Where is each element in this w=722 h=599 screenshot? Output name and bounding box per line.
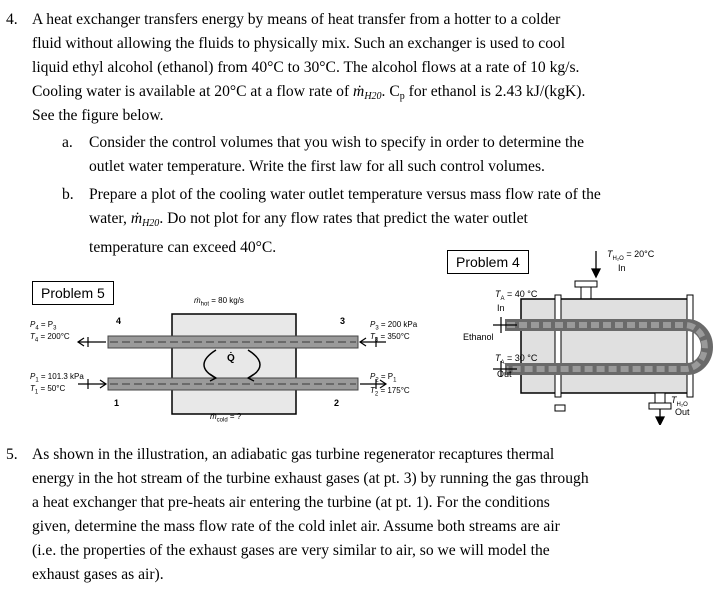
m-hot-sub: hot (200, 301, 210, 308)
problem5-line-3: a heat exchanger that pre-heats air entering the turbine (at pt. 1). For the conditions (32, 494, 550, 511)
pt2-pressure (370, 372, 396, 386)
problem4-line-5: See the figure below. (32, 107, 164, 124)
pt4-p: P (30, 320, 36, 329)
problem5-line-5: (i.e. the properties of the exhaust gases are very similar to air, so we will model the (32, 542, 550, 559)
problem4-line-3: liquid ethyl alcohol (ethanol) from 40°C to 30°C. The alcohol flows at a rate of 10 kg/s. (32, 59, 580, 76)
pt4-p-sub: 4 (35, 325, 39, 332)
part-b-mid-pre: water, (89, 210, 131, 227)
part-b-line-2 (89, 207, 528, 235)
problem4-line-1: A heat exchanger transfers energy by means of heat transfer from a hotter to a colder (32, 11, 561, 28)
mdot-symbol-b: ṁ (130, 210, 143, 227)
mdot-symbol: ṁ (353, 83, 365, 100)
pt4-t-val: = 200°C (38, 332, 70, 341)
pt2-t-sub: 2 (374, 391, 379, 398)
mdot-subscript-b: H20 (142, 218, 160, 229)
m-cold-sym: ṁ (210, 412, 217, 421)
port-number-3: 3 (340, 316, 346, 326)
pt3-p-sub: 3 (375, 325, 379, 332)
ethanol-inlet-in: In (497, 303, 505, 313)
port-number-1: 1 (114, 398, 120, 408)
q-dot-label: Q̇ (227, 353, 235, 364)
water-outlet-out: Out (675, 407, 690, 417)
regenerator-shell (172, 314, 296, 414)
ta-val: = 40 °C (504, 289, 538, 299)
problem4-number: 4. (6, 11, 18, 28)
ta-sym: T (495, 289, 501, 299)
water-out-t: T (671, 395, 677, 405)
part-a-line-2: outlet water temperature. Write the first law for all such control volumes. (89, 158, 545, 175)
water-inlet-arrow (592, 251, 600, 277)
problem5-line-4: given, determine the mass flow rate of the cold inlet air. Assume both streams are air (32, 518, 560, 535)
line4-pre: Cooling water is available at 20°C at a flow rate of (32, 83, 354, 100)
pt4-p-eq: = P (38, 320, 54, 329)
m-cold-sub: cold (216, 417, 228, 424)
pt4-temperature (30, 332, 70, 346)
pt2-t: T (370, 386, 375, 395)
water-inlet-in: In (618, 263, 626, 273)
pt1-t-sub: 1 (34, 389, 39, 396)
water-in-t: T (607, 249, 613, 259)
pt3-temperature (370, 332, 410, 346)
water-in-val: = 20°C (623, 249, 655, 259)
part-b-letter: b. (62, 186, 74, 203)
pt2-temperature (370, 386, 410, 400)
problem5-line-1: As shown in the illustration, an adiabatic gas turbine regenerator recaptures thermal (32, 446, 555, 463)
pt4-p-sub2: 3 (53, 325, 57, 332)
ta2-val: = 30 °C (504, 353, 538, 363)
problem5-figure-label: Problem 5 (32, 281, 114, 305)
problem5-line-6: exhaust gases as air). (32, 566, 164, 583)
m-hot-sym: ṁ (194, 296, 201, 305)
figure-problem4 (455, 245, 720, 425)
ethanol-outlet-temp (495, 353, 537, 369)
m-cold-val: = ? (227, 412, 242, 421)
cooler-shell (521, 299, 691, 393)
pt4-t-sub: 4 (34, 337, 39, 344)
water-inlet-temp (607, 249, 654, 265)
pt1-temperature (30, 384, 65, 398)
water-out-sub: H₂O (676, 401, 688, 408)
pt1-p-sub: 1 (35, 377, 39, 384)
port-number-4: 4 (116, 316, 122, 326)
problem4-line-2: fluid without allowing the fluids to physically mix. Such an exchanger is used to cool (32, 35, 566, 52)
problem5-line-2: energy in the hot stream of the turbine exhaust gases (at pt. 3) by running the gas through (32, 470, 589, 487)
pt2-p-sub2: 1 (393, 377, 397, 384)
pt2-p-sub: 2 (375, 377, 379, 384)
ta-sub: A (500, 295, 505, 302)
pt1-p-val: = 101.3 kPa (38, 372, 84, 381)
problem4-figure-label: Problem 4 (447, 250, 529, 274)
pt4-t: T (30, 332, 35, 341)
water-outlet-arrow (656, 409, 664, 425)
pt3-t: T (370, 332, 375, 341)
ta2-sub: A (500, 359, 505, 366)
pt2-t-val: = 175°C (378, 386, 410, 395)
m-hot-val: = 80 kg/s (209, 296, 244, 305)
pt3-t-val: = 350°C (378, 332, 410, 341)
problem5-number: 5. (6, 446, 18, 463)
ta2-sym: T (495, 353, 501, 363)
pt1-p: P (30, 372, 36, 381)
cp-subscript: p (399, 91, 405, 102)
ethanol-outlet-out: Out (497, 369, 512, 379)
part-b-mid-post: . Do not plot for any flow rates that predict the water outlet (159, 210, 528, 227)
m-hot-label (194, 296, 244, 310)
pt3-t-sub: 3 (374, 337, 379, 344)
pt2-p: P (370, 372, 376, 381)
pt1-t: T (30, 384, 35, 393)
line4-post: for ethanol is 2.43 kJ/(kgK). (404, 83, 586, 100)
pt3-p: P (370, 320, 376, 329)
part-a-letter: a. (62, 134, 73, 151)
part-a-line-1: Consider the control volumes that you wish to specify in order to determine the (89, 134, 584, 151)
m-cold-label (210, 412, 241, 426)
mdot-subscript: H20 (364, 91, 382, 102)
port-4-arrow (78, 337, 106, 347)
port-number-2: 2 (334, 398, 340, 408)
water-in-sub: H₂O (612, 255, 624, 262)
pt1-t-val: = 50°C (38, 384, 66, 393)
part-b-line-3: temperature can exceed 40°C. (89, 239, 277, 256)
part-b-line-1: Prepare a plot of the cooling water outlet temperature versus mass flow rate of the (89, 186, 601, 203)
line4-mid: . C (381, 83, 400, 100)
pt2-p-eq: = P (378, 372, 394, 381)
pt3-p-val: = 200 kPa (378, 320, 418, 329)
ethanol-label: Ethanol (463, 332, 494, 342)
